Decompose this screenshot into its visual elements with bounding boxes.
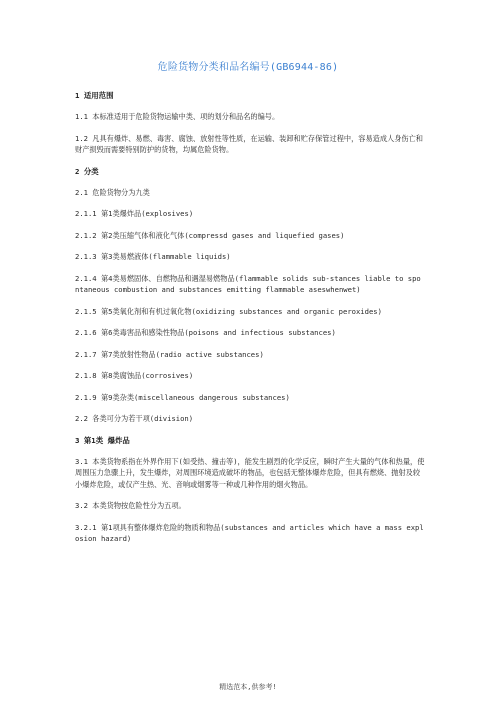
section-heading: 2 分类 <box>75 166 99 176</box>
document-body <box>75 90 425 555</box>
section-heading: 3 第1类 爆炸品 <box>75 435 130 445</box>
paragraph: 1.2 凡具有爆炸、易燃、毒害、腐蚀、放射性等性质，在运输、装卸和贮存保管过程中，容易造成人身伤亡和财产损毁而需要特别防护的货物，均属危险货物。 <box>75 133 423 154</box>
paragraph: 2.1.6 第6类毒害品和感染性物品(poisons and infectious substances) <box>75 328 336 337</box>
paragraph: 1.1 本标准适用于危险货物运输中类、项的划分和品名的编号。 <box>75 112 280 121</box>
paragraph: 2.1.1 第1类爆炸品(explosives) <box>75 209 194 218</box>
document-title: 危险货物分类和品名编号(GB6944-86) <box>157 62 339 73</box>
section-heading: 1 适用范围 <box>75 91 114 100</box>
paragraph: 2.1.8 第8类腐蚀品(corrosives) <box>75 371 194 380</box>
paragraph: 2.1.7 第7类放射性物品(radio active substances) <box>75 349 264 359</box>
paragraph: 2.1.4 第4类易燃固体、自燃物品和遇湿易燃物品(flammable solids sub-stances liable to spontaneous combustion and substances emitting flammable aseswhenwet) <box>75 273 421 294</box>
paragraph: 2.1.2 第2类压缩气体和液化气体(compressd gases and liquefied gases) <box>75 230 345 240</box>
paragraph: 3.1 本类货物系指在外界作用下(如受热、撞击等)，能发生剧烈的化学反应，瞬时产生大量的气体和热量，使周围压力急骤上升，发生爆炸，对周围环境造成破坏的物品，也包括无整体爆炸危险，但具有燃烧、抛射及较小爆炸危险，或仅产生热、光、音响或烟雾等一种或几种作用的烟火物品。 <box>75 456 425 489</box>
paragraph: 2.1 危险货物分为九类 <box>75 187 150 197</box>
paragraph: 2.1.3 第3类易燃液体(flammable liquids) <box>75 252 231 261</box>
paragraph: 2.1.5 第5类氧化剂和有机过氧化物(oxidizing substances and organic peroxides) <box>75 306 382 316</box>
page-footer: 精选范本,供参考! <box>219 683 277 691</box>
paragraph: 2.1.9 第9类杂类(miscellaneous dangerous substances) <box>75 392 290 402</box>
paragraph: 3.2 本类货物按危险性分为五项。 <box>75 501 186 510</box>
paragraph: 3.2.1 第1项具有整体爆炸危险的物质和物品(substances and articles which have a mass explosion hazard) <box>75 522 424 543</box>
paragraph: 2.2 各类可分为若干项(division) <box>75 414 194 423</box>
